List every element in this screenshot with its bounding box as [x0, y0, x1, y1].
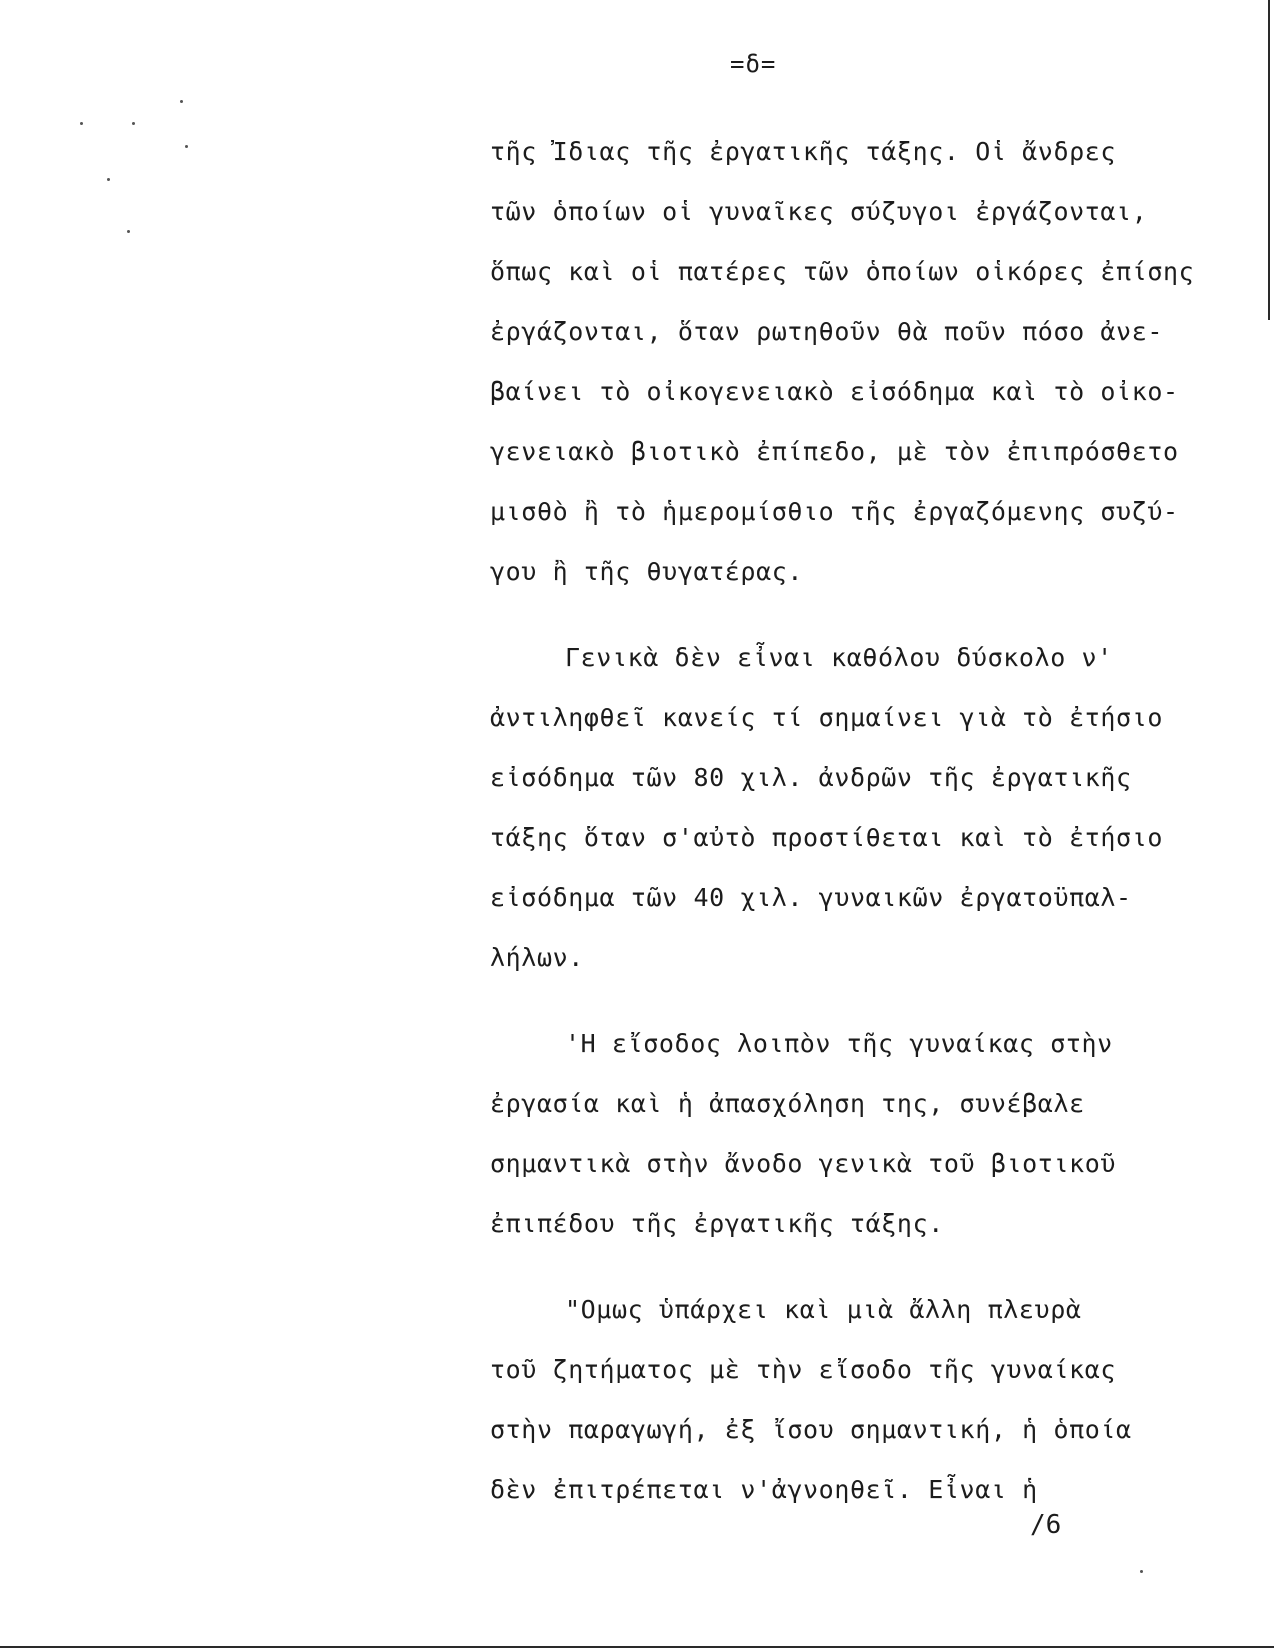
text-line: βαίνει τὸ οἰκογενειακὸ εἰσόδημα καὶ τὸ οἰκο-	[490, 377, 1179, 406]
paragraph-1	[490, 122, 1250, 602]
text-line: μισθὸ ἢ τὸ ἡμερομίσθιο τῆς ἐργαζόμενης συζύ-	[490, 497, 1179, 526]
text-line: σημαντικὰ στὴν ἄνοδο γενικὰ τοῦ βιοτικοῦ	[490, 1149, 1117, 1178]
paragraph-2	[490, 628, 1250, 988]
scan-speck	[1140, 1570, 1143, 1573]
paragraph-gap	[490, 1254, 1250, 1280]
text-line: ἐργάζονται, ὅταν ρωτηθοῦν θὰ ποῦν πόσο ἀνε-	[490, 317, 1164, 346]
paragraph-gap	[490, 602, 1250, 628]
text-line: λήλων.	[490, 943, 584, 972]
paragraph-4	[490, 1280, 1250, 1520]
scan-speck	[132, 122, 135, 125]
scan-speck	[185, 145, 188, 148]
text-line: γου ἢ τῆς θυγατέρας.	[490, 557, 804, 586]
paragraph-gap	[490, 988, 1250, 1014]
text-line: τῶν ὁποίων οἱ γυναῖκες σύζυγοι ἐργάζονται,	[490, 197, 1148, 226]
text-line: στὴν παραγωγή, ἐξ ἴσου σημαντική, ἡ ὁποία	[490, 1415, 1132, 1444]
text-line: Γενικὰ δὲν εἶναι καθόλου δύσκολο ν'	[565, 643, 1113, 672]
text-line: ἀντιληφθεῖ κανείς τί σημαίνει γιὰ τὸ ἐτήσιο	[490, 703, 1164, 732]
page-number: =δ=	[730, 50, 777, 78]
text-line: τῆς Ἰδιας τῆς ἐργατικῆς τάξης. Οἱ ἄνδρες	[490, 137, 1117, 166]
text-line: εἰσόδημα τῶν 40 χιλ. γυναικῶν ἐργατοϋπαλ-	[490, 883, 1132, 912]
text-line: ὅπως καὶ οἱ πατέρες τῶν ὁποίων οἱκόρες ἐπίσης	[490, 257, 1195, 286]
text-line: ἐπιπέδου τῆς ἐργατικῆς τάξης.	[490, 1209, 944, 1238]
scan-speck	[80, 122, 83, 125]
text-line: εἰσόδημα τῶν 80 χιλ. ἀνδρῶν τῆς ἐργατικῆς	[490, 763, 1132, 792]
text-line: γενειακὸ βιοτικὸ ἐπίπεδο, μὲ τὸν ἐπιπρόσθετο	[490, 437, 1179, 466]
scan-speck	[107, 178, 110, 181]
paragraph-3	[490, 1014, 1250, 1254]
continuation-mark: /6	[1030, 1510, 1062, 1540]
scan-speck	[127, 230, 130, 233]
text-line: "Ομως ὑπάρχει καὶ μιὰ ἄλλη πλευρὰ	[565, 1295, 1082, 1324]
page-bottom-line	[0, 1646, 1274, 1648]
text-line: τάξης ὅταν σ'αὐτὸ προστίθεται καὶ τὸ ἐτήσιο	[490, 823, 1164, 852]
text-line: ἐργασία καὶ ἡ ἀπασχόληση της, συνέβαλε	[490, 1089, 1085, 1118]
text-line: 'Η εἴσοδος λοιπὸν τῆς γυναίκας στὴν	[565, 1029, 1113, 1058]
body-text	[490, 122, 1250, 1520]
text-line: τοῦ ζητήματος μὲ τὴν εἴσοδο τῆς γυναίκας	[490, 1355, 1117, 1384]
scan-speck	[180, 100, 183, 103]
page-edge-line	[1268, 0, 1270, 320]
text-line: δὲν ἐπιτρέπεται ν'ἀγνοηθεῖ. Εἶναι ἡ	[490, 1475, 1038, 1504]
